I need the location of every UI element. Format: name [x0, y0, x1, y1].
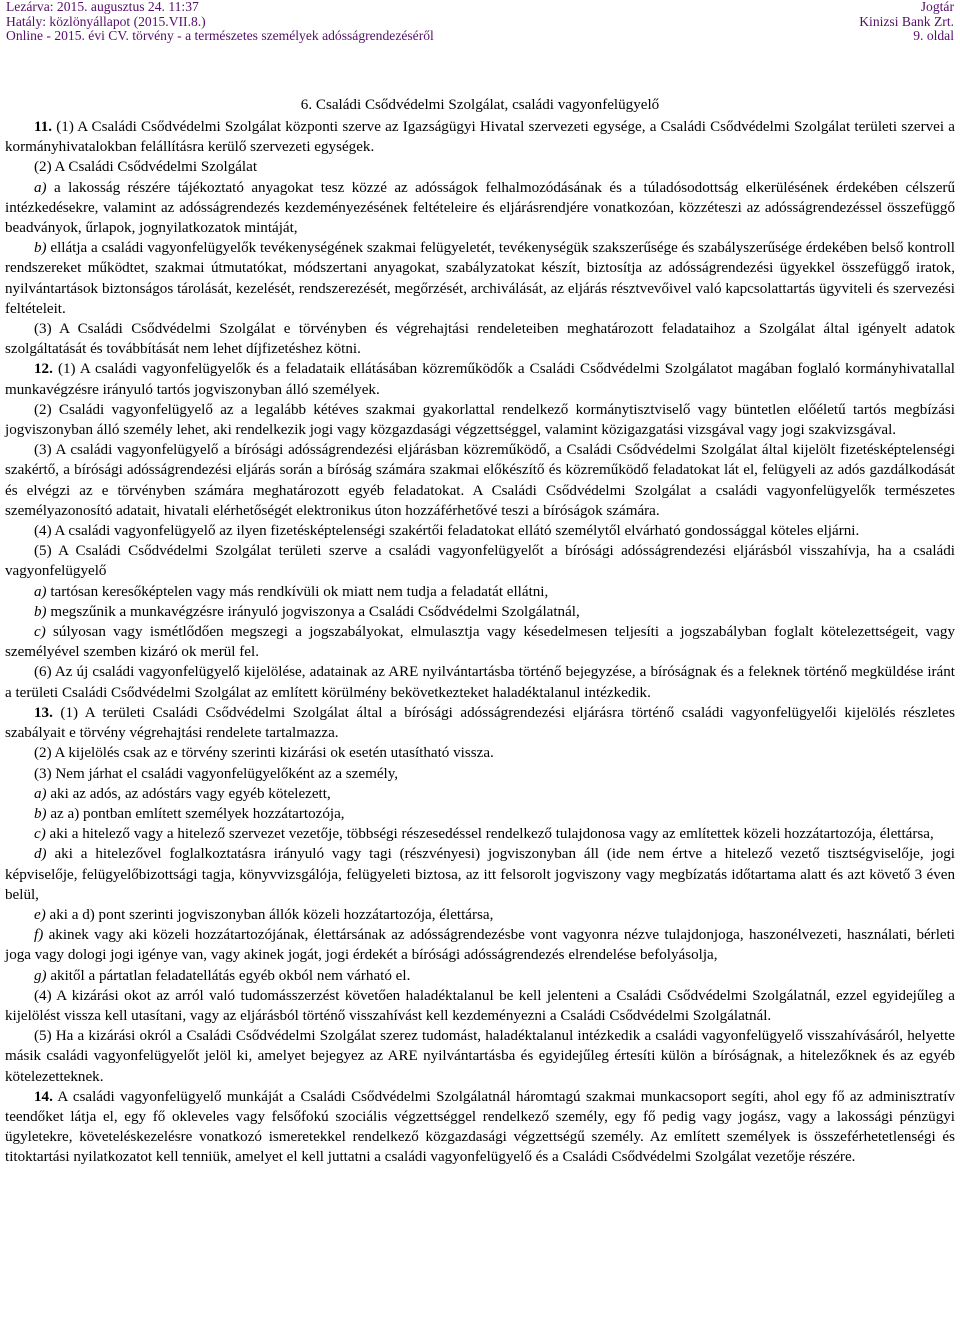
paragraph-text: akitől a pártatlan feladatellátás egyéb okból nem várható el.	[46, 967, 411, 984]
paragraph-text: (6) Az új családi vagyonfelügyelő kijelölése, adatainak az ARE nyilvántartásba történő bejegyzése, a bíróságnak és a feleknek történő megküldése iránt a területi Családi Csődvédelmi Szolgálat az említett körülmény bekövetkezteket haladéktalanul intézkedik.	[5, 664, 955, 701]
paragraph-text: akinek vagy aki közeli hozzátartozójának, élettársának az adósságrendezésbe vont vagyonra nézve tulajdonjoga, haszonélvezeti, használati, bérleti joga vagy dologi jogi igénye van, vagy akinek jogát, jogi érdekét a bírósági adósságrendezés elrendelése befolyásolja,	[5, 927, 955, 964]
paragraph	[5, 905, 955, 925]
point-letter: c)	[34, 624, 46, 641]
paragraph-text: (1) A családi vagyonfelügyelők és a feladataik ellátásában közreműködők a Családi Csődvédelmi Szolgálatot magában foglaló kormányhivatallal munkavégzésre irányuló tartós jogviszonyban álló személyek.	[5, 361, 955, 398]
paragraph-text: (1) A területi Családi Csődvédelmi Szolgálat által a bírósági adósságrendezési eljárásra történő családi vagyonfelügyelői kijelölés részletes szabályait e törvény végrehajtási rendelete tartalmazza.	[5, 704, 955, 742]
paragraph	[5, 804, 955, 824]
paragraph	[5, 703, 955, 743]
header-right	[859, 0, 954, 44]
paragraph	[5, 440, 955, 521]
chapter-title: 6. Családi Csődvédelmi Szolgálat, családi vagyonfelügyelő	[300, 97, 660, 113]
paragraph-text: (3) A Családi Csődvédelmi Szolgálat e törvényben és végrehajtási rendeleteiben meghatározott feladataihoz a Szolgálat által igényelt adatok szolgáltatását és továbbítását nem lehet díjfizetéshez kötni.	[5, 321, 955, 358]
section-number: 14.	[34, 1088, 53, 1105]
paragraph	[5, 541, 955, 581]
point-letter: f)	[34, 927, 44, 944]
paragraph-text: (5) Ha a kizárási okról a Családi Csődvédelmi Szolgálat szerez tudomást, haladéktalanul intézkedik a családi vagyonfelügyelő visszahívásáról, helyette másik családi vagyonfelügyelőt jelöl ki, amelyet bejegyez az ARE nyilvántartásba és egyidejűleg értesíti külön a bíróságnak, a hitelezőknek és az egyéb kötelezetteknek.	[5, 1028, 955, 1085]
paragraph	[5, 784, 955, 804]
header-effect: Hatály: közlönyállapot (2015.VII.8.)	[6, 13, 206, 29]
header-left	[6, 0, 434, 44]
paragraph-text: aki a hitelező vagy a hitelező szervezet vezetője, többségi részesedéssel rendelkező tulajdonosa vagy az említettek közeli hozzátartozója, élettársa,	[45, 826, 934, 843]
paragraph	[5, 157, 955, 177]
paragraph	[5, 986, 955, 1026]
paragraph	[5, 844, 955, 905]
paragraph	[5, 602, 955, 622]
point-letter: a)	[34, 785, 47, 802]
paragraph-text: (2) Családi vagyonfelügyelő az a legalább kétéves szakmai gyakorlattal rendelkező kormánytisztviselő vagy büntetlen előéletű tartós megbízási jogviszonyban álló személy lehet, aki rendelkezik jogi vagy közgazdasági végzettséggel, valamint közigazgatási vizsgával vagy jogi szakvizsgával.	[5, 401, 955, 439]
paragraph	[5, 359, 955, 399]
point-letter: a)	[34, 583, 47, 600]
paragraph-text: aki az adós, az adóstárs vagy egyéb kötelezett,	[46, 785, 331, 802]
point-letter: g)	[34, 967, 47, 984]
paragraph-text: (3) A családi vagyonfelügyelő a bírósági adósságrendezési eljárásban közreműködő, a Családi Csődvédelmi Szolgálat által kijelölt fizetésképtelenségi szakértő, a bírósági adósságrendezési eljárás során a bíróság számára szakmai előkészítő és közreműködő feladatokat lát el, felügyeli az adós gazdálkodását és elvégzi az e törvényben számára meghatározott egyéb feladatokat. A Családi Csődvédelmi Szolgálat a családi vagyonfelügyelők természetes személyazonosító adatait, hivatali elérhetőségét elektronikus úton hozzáférhetővé teszi a bíróságok számára.	[5, 442, 955, 519]
paragraph	[5, 925, 955, 965]
paragraph	[5, 238, 955, 319]
paragraph	[5, 521, 955, 541]
paragraph-text: (4) A kizárási okot az arról való tudomásszerzést követően haladéktalanul be kell jelenteni a Családi Csődvédelmi Szolgálatnál, ezzel egyidejűleg a kijelölést vissza kell utasítani, vagy az eljárásból történő visszahívást kell kezdeményezni a Családi Csődvédelmi Szolgálatnál.	[5, 987, 955, 1024]
paragraph-text: (4) A családi vagyonfelügyelő az ilyen fizetésképtelenségi szakértői feladatokat ellátó személytől elvárható gondossággal köteles eljárni.	[34, 523, 860, 540]
page-number: 9. oldal	[913, 28, 954, 44]
paragraph	[5, 1087, 955, 1168]
paragraph	[5, 582, 955, 602]
paragraph-text: (2) A Családi Csődvédelmi Szolgálat	[34, 159, 258, 176]
paragraph-text: (5) A Családi Csődvédelmi Szolgálat területi szerve a családi vagyonfelügyelőt a bírósági adósságrendezési eljárásból visszahívja, ha a családi vagyonfelügyelő	[5, 543, 955, 580]
paragraph-text: (1) A Családi Csődvédelmi Szolgálat központi szerve az Igazságügyi Hivatal szervezeti egysége, a Családi Csődvédelmi Szolgálat területi szervei a kormányhivatalokban felállításra kerülő szervezeti egységek.	[5, 119, 955, 156]
document-header	[0, 0, 960, 44]
paragraph-text: megszűnik a munkavégzésre irányuló jogviszonya a Családi Csődvédelmi Szolgálatnál,	[46, 603, 580, 620]
paragraph-text: ellátja a családi vagyonfelügyelők tevékenységének szakmai felügyeletét, tevékenységük szakszerűsége és szabályszerűsége érdekében belső kontroll rendszereket működtet, szakmai útmutatókat, módszertani anyagokat, szabályzatokat készít, biztosítja az adósságrendezési ügyekkel összefüggő iratok, nyilvántartások biztonságos tárolását, kezelését, rendszerezését, megőrzését, archiválását, az eljárás résztvevőivel való kapcsolattartás ügyviteli és szervezési feltételeit.	[5, 240, 955, 317]
paragraph-text: (3) Nem járhat el családi vagyonfelügyelőként az a személy,	[34, 765, 399, 782]
paragraph	[5, 622, 955, 662]
point-letter: b)	[34, 240, 47, 257]
paragraph	[5, 117, 955, 157]
section-number: 11.	[34, 119, 53, 135]
point-letter: d)	[34, 846, 47, 863]
paragraph	[5, 662, 955, 702]
document-body	[5, 117, 955, 1168]
header-closed-date: Lezárva: 2015. augusztus 24. 11:37	[6, 0, 199, 14]
paragraph	[5, 319, 955, 359]
header-product: Jogtár	[920, 0, 954, 14]
paragraph-text: aki a hitelezővel foglalkoztatásra irányuló vagy tagi (részvényesi) jogviszonyban áll (ide nem értve a hitelező vezető tisztségviselője, jogi képviselője, felügyelőbizottsági tagja, könyvvizsgálója, felügyeleti biztosa, az itt felsorolt jogviszony vagy megbízatás időtartama alatt és azt követő 3 éven belül,	[5, 846, 955, 903]
paragraph-text: az a) pontban említett személyek hozzátartozója,	[46, 805, 345, 822]
paragraph	[5, 824, 955, 844]
paragraph	[5, 400, 955, 440]
paragraph-text: a lakosság részére tájékoztató anyagokat tesz közzé az adósságok felhalmozódásának és a túladósodottság elkerülésének érdekében célszerű intézkedésekre, valamint az adósságrendezés kezdeményezésének feltételeire és eljárásrendjére vonatkozóan, közzéteszi az adósságrendezéssel összefüggő beadványok, űrlapok, jognyilatkozatok mintáját,	[5, 179, 955, 237]
paragraph	[5, 743, 955, 763]
point-letter: c)	[34, 826, 46, 843]
point-letter: e)	[34, 906, 46, 923]
paragraph-text: A családi vagyonfelügyelő munkáját a Családi Csődvédelmi Szolgálatnál háromtagú szakmai munkacsoport segíti, ahol egy fő az adminisztratív teendőket látja el, egy fő okleveles vagy felsőfokú szociális végzettséggel rendelkező személy, egy fő pedig vagy jogász, vagy a lakossági pénzügyi ügyletekre, követeléskezelésre vonatkozó ismeretekkel rendelkező közgazdasági végzettségű személy. Az említett személyek is összeférhetetlenségi és titoktartási nyilatkozatot kell tenniük, amelyet el kell juttatni a családi vagyonfelügyelő és a Családi Csődvédelmi Szolgálat vezetője részére.	[5, 1088, 955, 1166]
point-letter: b)	[34, 603, 47, 620]
paragraph	[5, 764, 955, 784]
paragraph-text: aki a d) pont szerinti jogviszonyban állók közeli hozzátartozója, élettársa,	[45, 906, 494, 923]
paragraph	[5, 966, 955, 986]
paragraph	[5, 1026, 955, 1087]
paragraph-text: tartósan keresőképtelen vagy más rendkívüli ok miatt nem tudja a feladatát ellátni,	[46, 583, 549, 600]
header-law-title: Online - 2015. évi CV. törvény - a természetes személyek adósságrendezéséről	[6, 28, 434, 44]
section-number: 12.	[34, 361, 53, 378]
paragraph	[5, 178, 955, 239]
point-letter: a)	[34, 179, 47, 196]
paragraph-text: súlyosan vagy ismétlődően megszegi a jogszabályokat, elmulasztja vagy késedelmesen teljesíti a jogszabályban foglalt kötelezettségeit, vagy személyével szemben kizáró ok merül fel.	[5, 624, 955, 661]
paragraph-text: (2) A kijelölés csak az e törvény szerinti kizárási ok esetén utasítható vissza.	[34, 745, 494, 762]
section-number: 13.	[34, 704, 53, 721]
header-licensee: Kinizsi Bank Zrt.	[859, 13, 954, 29]
point-letter: b)	[34, 805, 47, 822]
